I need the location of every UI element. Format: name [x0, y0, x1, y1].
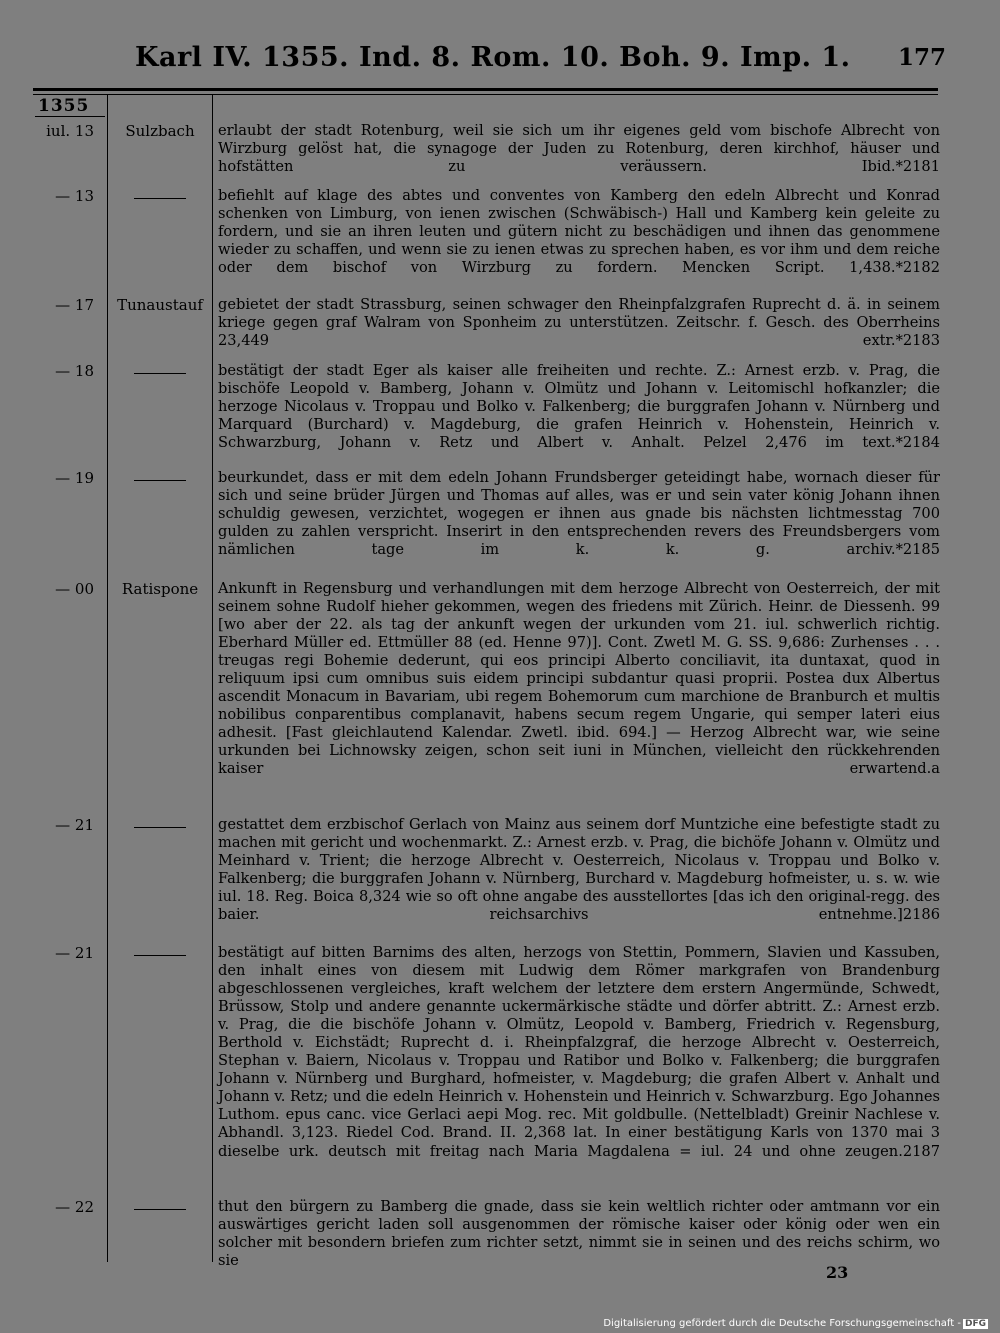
entry-text [218, 944, 940, 1161]
entry-text [218, 187, 940, 277]
entry-date: — 21 [55, 944, 94, 962]
year-underline [35, 116, 105, 117]
same-place-dash [134, 827, 186, 828]
entry-date: — 18 [55, 362, 94, 380]
dfg-logo: DFG [964, 1319, 986, 1329]
page-number: 177 [898, 44, 947, 71]
same-place-dash [134, 198, 186, 199]
entry-body: gebietet der stadt Strassburg, seinen schwager den Rheinpfalzgrafen Ruprecht d. ä. in seinem kriege gegen graf Walram von Sponheim zu unterstützen. Zeitschr. f. Gesch. des Oberrheins 23,449 extr. [218, 296, 940, 350]
entry-number: *2184 [895, 434, 940, 452]
entry-body: bestätigt der stadt Eger als kaiser alle freiheiten und rechte. Z.: Arnest erzb. v. Prag, die bischöfe Leopold v. Bamberg, Johann v. Olmütz und Johann v. Leitomischl hofkanzler; die herzoge Nicolaus v. Troppau und Bolko v. Falkenberg; die burggrafen Johann v. Nürnberg und Marquard (Burchard) v. Magdeburg, die grafen Heinrich v. Hohenstein, Heinrich v. Schwarzburg, Johann v. Retz und Albert v. Anhalt. Pelzel 2,476 im text. [218, 362, 940, 452]
entry-number: 2186 [902, 906, 940, 924]
year-heading: 1355 [38, 96, 90, 116]
entry-body: befiehlt auf klage des abtes und conventes von Kamberg den edeln Albrecht und Konrad schenken von Limburg, von ienen zwischen (Schwäbisch-) Hall und Kamberg kein geleite zu fordern, und sie an ihren leuten und gütern nicht zu beschädigen und ihnen das genommene wieder zu schaffen, und wenn sie zu ienen etwas zu sprechen haben, es vor ihm und dem reiche oder dem bischof von Wirzburg zu fordern. Mencken Script. 1,438. [218, 187, 940, 277]
entry-number: a [931, 760, 940, 778]
entry-date: iul. 13 [46, 122, 94, 140]
same-place-dash [134, 1209, 186, 1210]
entry-date: — 17 [55, 296, 94, 314]
running-title: Karl IV. 1355. Ind. 8. Rom. 10. Boh. 9. Imp. 1. [135, 42, 851, 73]
entry-text [218, 296, 940, 350]
same-place-dash [134, 373, 186, 374]
entry-body: erlaubt der stadt Rotenburg, weil sie sich um ihr eigenes geld vom bischofe Albrecht von Wirzburg gelöst hat, die synagoge der Juden zu Rotenburg, deren kirchhof, häuser und hofstätten zu veräussern. Ibid. [218, 122, 940, 176]
digitization-text: Digitalisierung gefördert durch die Deutsche Forschungsgemeinschaft - [603, 1318, 961, 1329]
entry-date: — 22 [55, 1198, 94, 1216]
column-divider-left [107, 95, 108, 1262]
same-place-dash [134, 955, 186, 956]
entry-text [218, 816, 940, 924]
header-rule [33, 88, 938, 91]
entry-text [218, 122, 940, 176]
entry-body: thut den bürgern zu Bamberg die gnade, dass sie kein weltlich richter oder amtmann vor ein auswärtiges gericht laden soll ausgenommen der römische kaiser oder könig oder wen ein solcher mit besondern briefen zum richter setzt, nimmt sie in seinen und des reichs schirm, wo sie [218, 1198, 940, 1270]
entry-body: gestattet dem erzbischof Gerlach von Mainz aus seinem dorf Muntziche eine befestigte stadt zu machen mit gericht und wochenmarkt. Z.: Arnest erzb. v. Prag, die bichöfe Johann v. Olmütz und Meinhard v. Trient; die herzoge Albrecht v. Oesterreich, Nicolaus v. Troppau und Bolko v. Falkenberg; die burggrafen Johann v. Nürnberg, Burchard v. Magdeburg hofmeister, u. s. w. wie iul. 18. Reg. Boica 8,324 wie so oft ohne angabe des ausstellortes [das ich den original-regg. des baier. reichsarchivs entnehme.] [218, 816, 940, 924]
entry-place: Sulzbach [125, 122, 195, 140]
entry-place: Ratispone [121, 580, 199, 598]
entry-number: 2187 [902, 1142, 940, 1160]
header-rule-thin [33, 94, 938, 95]
entry-body: bestätigt auf bitten Barnims des alten, herzogs von Stettin, Pommern, Slavien und Kassuben, den inhalt eines von diesem mit Ludwig dem Römer markgrafen von Brandenburg abgeschlossenen vergleiches, kraft welchem der letztere dem erstern Angermünde, Schwedt, Brüssow, Stolp und andere genannte uckermärkische städte und dörfer abtritt. Z.: Arnest erzb. v. Prag, die die bischöfe Johann v. Olmütz, Leopold v. Bamberg, Friedrich v. Regensburg, Berthold v. Eichstädt; Ruprecht d. i. Rheinpfalzgraf, die herzoge Albrecht v. Oesterreich, Stephan v. Baiern, Nicolaus v. Troppau und Ratibor und Bolko v. Falkenberg; die burggrafen Johann v. Nürnberg und Burghard, hofmeister, v. Magdeburg; die grafen Albert v. Anhalt und Johann v. Retz; und die edeln Heinrich v. Hohenstein und Heinrich v. Schwarzburg. Ego Johannes Luthom. epus canc. vice Gerlaci aepi Mog. rec. Mit goldbulle. (Nettelbladt) Greinir Nachlese v. Abhandl. 3,123. Riedel Cod. Brand. II. 2,368 lat. In einer bestätigung Karls von 1370 mai 3 dieselbe urk. deutsch mit freitag nach Maria Magdalena = iul. 24 und ohne zeugen. [218, 944, 940, 1160]
entry-body: Ankunft in Regensburg und verhandlungen mit dem herzoge Albrecht von Oesterreich, der mit seinem sohne Rudolf hieher gekommen, wegen des friedens mit Zürich. Heinr. de Diessenh. 99 [wo aber der 22. als tag der ankunft wegen der urkunden vom 21. iul. schwerlich richtig. Eberhard Müller ed. Ettmüller 88 (ed. Henne 97)]. Cont. Zwetl M. G. SS. 9,686: Zurhenses . . . treugas regi Bohemie dederunt, qui eos principi Alberto conciliavit, ita duntaxat, quod in reliquum ipsi cum omnibus suis eidem principi subdantur quasi proprii. Postea dux Albertus ascendit Monacum in Bavariam, ubi regem Bohemorum cum marchione de Branburch et multis nobilibus conparentibus complanavit, habens secum regem Ungarie, qui semper lateri eius adhesit. [Fast gleichlautend Kalendar. Zwetl. ibid. 694.] — Herzog Albrecht war, wie seine urkunden bei Lichnowsky zeigen, schon seit iuni in München, vielleicht den rückkehrenden kaiser erwartend. [218, 580, 940, 778]
entry-number: *2181 [895, 158, 940, 176]
same-place-dash [134, 480, 186, 481]
entry-date: — 13 [55, 187, 94, 205]
entry-number: *2182 [895, 259, 940, 277]
entry-text [218, 1198, 940, 1270]
entry-number: *2185 [895, 541, 940, 559]
entry-date: — 00 [55, 580, 94, 598]
entry-date: — 21 [55, 816, 94, 834]
entry-text [218, 362, 940, 452]
entry-place: Tunaustauf [117, 296, 203, 314]
signature-mark: 23 [826, 1263, 849, 1282]
entry-text [218, 580, 940, 779]
digitization-note [603, 1318, 988, 1329]
entry-date: — 19 [55, 469, 94, 487]
page-header [0, 38, 1000, 78]
entry-number: *2183 [895, 332, 940, 350]
entry-text [218, 469, 940, 559]
entry-body: beurkundet, dass er mit dem edeln Johann Frundsberger geteidingt habe, wornach dieser für sich und seine brüder Jürgen und Thomas auf alles, was er und sein vater könig Johann ihnen schuldig gewesen, verzichtet, wogegen er ihnen aus gnade bis nächsten lichtmesstag 700 gulden zu zahlen verspricht. Inserirt in den entsprechenden revers des Freundsbergers vom nämlichen tage im k. k. g. archiv. [218, 469, 940, 559]
column-divider-right [212, 95, 213, 1262]
